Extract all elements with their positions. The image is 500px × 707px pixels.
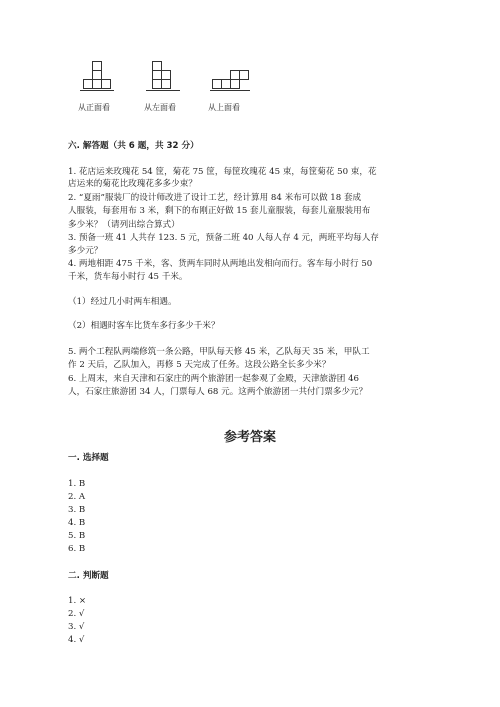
answer-item: 3. B <box>68 505 86 515</box>
top-view-figure <box>208 58 258 118</box>
left-view-caption: 从左面看 <box>144 103 176 112</box>
answer-item: 2. A <box>68 492 86 502</box>
question-line: （1）经过几小时两车相遇。 <box>68 297 177 307</box>
answers-title: 参考答案 <box>223 430 276 445</box>
question-line: 3. 预备一班 41 人共存 123. 5 元，预备二班 40 人每人存 4 元，两班平均每人存 <box>68 233 379 243</box>
answers-section1-heading: 一. 选择题 <box>68 453 109 463</box>
answer-item: 5. B <box>68 531 86 541</box>
answer-item: 4. √ <box>68 635 85 645</box>
question-line: 1. 花店运来玫瑰花 54 筐，菊花 75 筐，每筐玫瑰花 45 束，每筐菊花 50 束，花 <box>68 167 377 177</box>
question-line: （2）相遇时客车比货车多行多少千米？ <box>68 321 220 331</box>
top-view-caption: 从上面看 <box>208 103 240 112</box>
answer-item: 4. B <box>68 518 86 528</box>
question-line: 店运来的菊花比玫瑰花多多少束？ <box>68 179 197 189</box>
answer-item: 1. B <box>68 479 86 489</box>
question-line: 千米，货车每小时行 45 千米。 <box>68 272 188 282</box>
question-line: 人，石家庄旅游团 34 人，门票每人 68 元。这两个旅游团一共付门票多少元？ <box>68 387 368 397</box>
front-view-caption: 从正面看 <box>78 103 110 112</box>
left-view-figure <box>144 58 184 118</box>
question-line: 人服装，每套用布 3 米，剩下的布刚正好做 15 套儿童服装，每套儿童服装用布 <box>68 206 371 216</box>
answer-item: 2. √ <box>68 609 85 619</box>
question-line: 6. 上周末，来自天津和石家庄的两个旅游团一起参观了金殿，天津旅游团 46 <box>68 374 360 384</box>
front-view-figure <box>78 58 118 118</box>
three-view-figures <box>78 58 278 118</box>
question-line: 2. “夏雨”服装厂的设计师改进了设计工艺，经计算用 84 米布可以做 18 套成 <box>68 193 362 203</box>
answer-item: 6. B <box>68 544 86 554</box>
question-line: 作 2 天后，乙队加入，再修 5 天完成了任务。这段公路全长多少米？ <box>68 360 331 370</box>
answer-item: 1. × <box>68 596 87 606</box>
question-line: 4. 两地相距 475 千米，客、货两车同时从两地出发相向而行。客车每小时行 50 <box>68 259 373 269</box>
question-line: 5. 两个工程队两端修筑一条公路，甲队每天修 45 米，乙队每天 35 米，甲队工 <box>68 347 370 357</box>
section6-heading: 六. 解答题（共 6 题，共 32 分） <box>68 141 199 151</box>
answer-item: 3. √ <box>68 622 85 632</box>
question-line: 多少米？（请列出综合算式） <box>68 220 180 230</box>
answers-section2-heading: 二. 判断题 <box>68 571 109 581</box>
question-line: 多少元？ <box>68 246 103 256</box>
